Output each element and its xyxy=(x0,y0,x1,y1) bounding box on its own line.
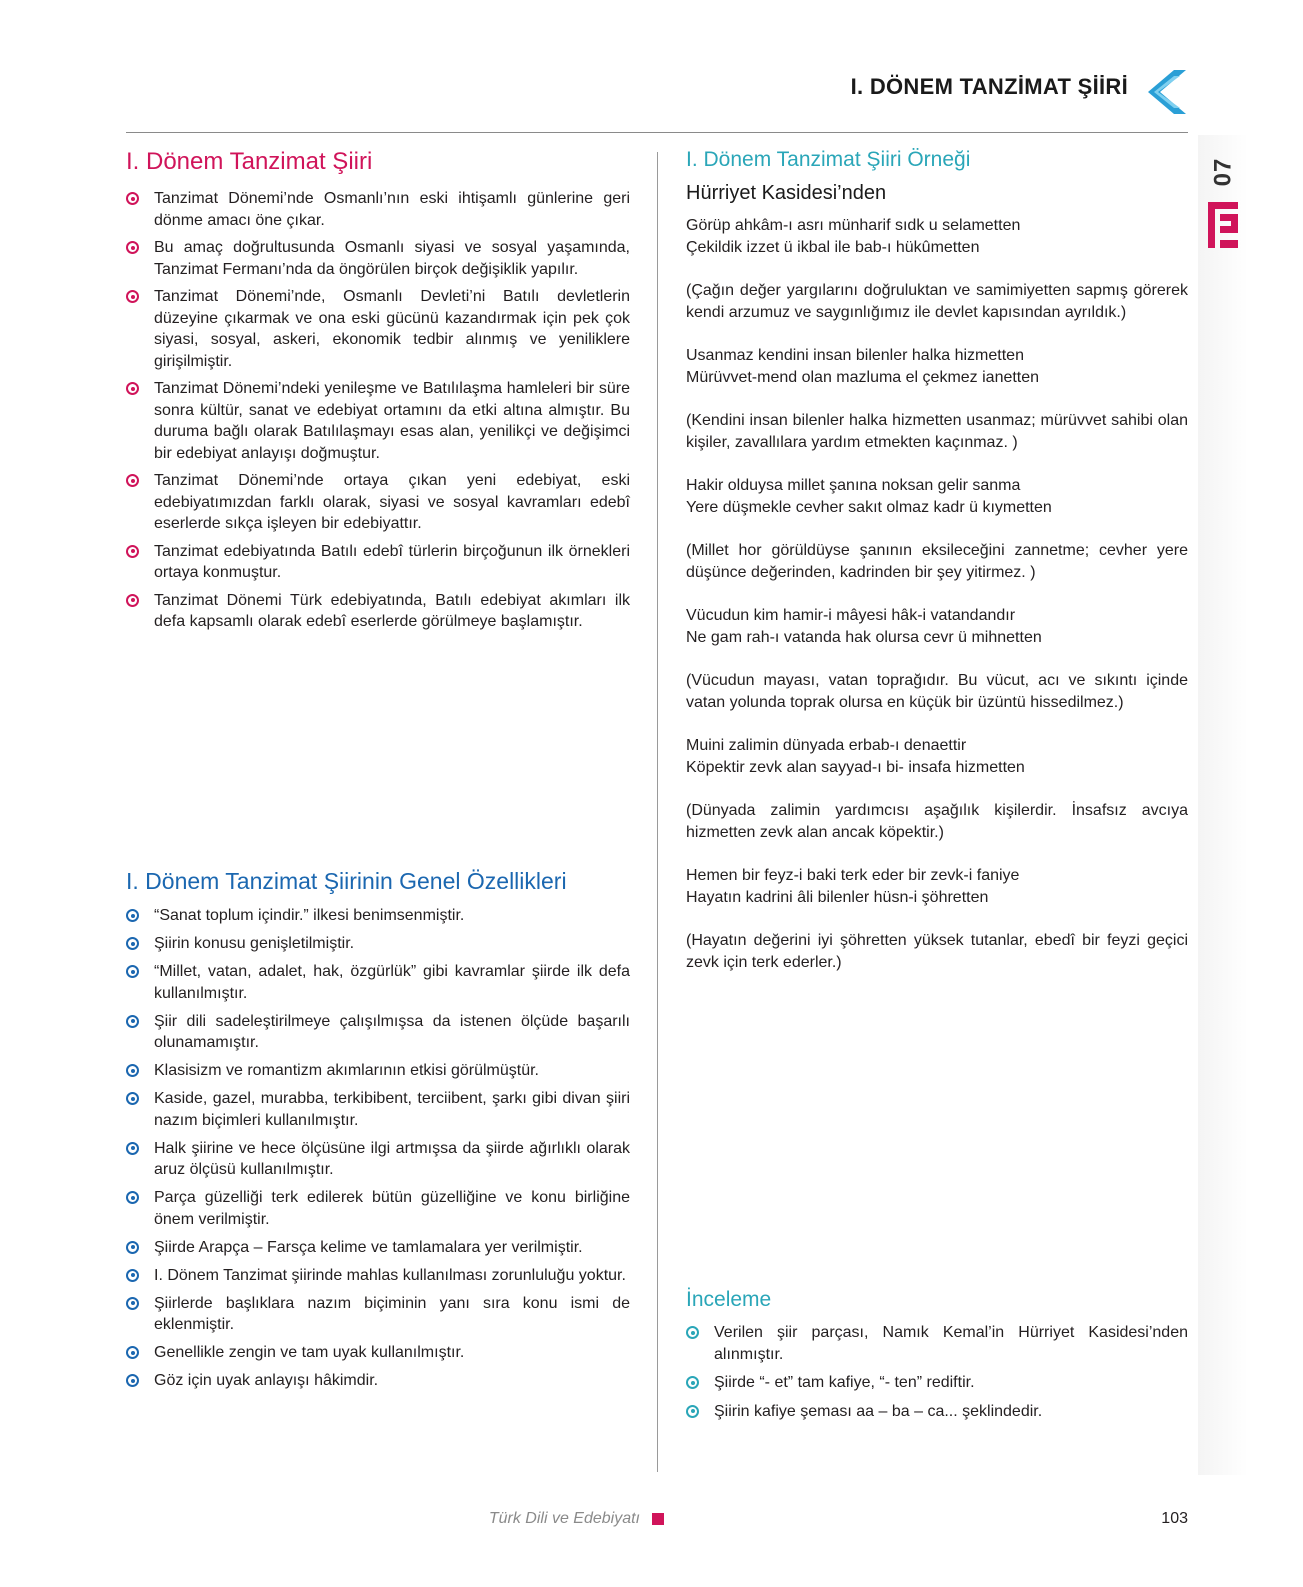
list-item: Tanzimat Dönemi’nde ortaya çıkan yeni edebiyat, eski edebiyatımızdan farklı olarak, siyasi ve sosyal kavramları edebî eserlerde sıkça işleyen bir edebiyattır. xyxy=(126,470,630,535)
analysis-section xyxy=(686,1288,1188,1429)
poem-section xyxy=(686,148,1188,995)
list-item: Şiirin konusu genişletilmiştir. xyxy=(126,933,630,955)
intro-section xyxy=(126,148,630,639)
list-item: Tanzimat Dönemi’ndeki yenileşme ve Batılılaşma hamleleri bir süre sonra kültür, sanat ve edebiyat ortamını da etki altına almıştır. Bu duruma bağlı olarak Batılılaşmayı esas alan, yenilikçi ve değişimci bir edebiyat anlayışı doğmuştur. xyxy=(126,378,630,464)
features-section xyxy=(126,868,630,1398)
list-item: I. Dönem Tanzimat şiirinde mahlas kullanılması zorunluluğu yoktur. xyxy=(126,1265,630,1287)
bullet-icon xyxy=(126,474,139,487)
page-number: 103 xyxy=(1161,1510,1188,1527)
poem-couplet: Hemen bir feyz-i baki terk eder bir zevk-i faniye Hayatın kadrini âli bilenler hüsn-i şöhretten xyxy=(686,867,1020,906)
poem-couplet: Görüp ahkâm-ı asrı münharif sıdk u selametten Çekildik izzet ü ikbal ile bab-ı hükûmetten xyxy=(686,217,1021,256)
chevron-left-icon xyxy=(1144,68,1188,116)
poem-gloss: (Vücudun mayası, vatan toprağıdır. Bu vücut, acı ve sıkıntı içinde vatan yolunda toprak olursa en küçük bir üzüntü hissedilmez.) xyxy=(686,672,1188,711)
poem-gloss: (Çağın değer yargılarını doğruluktan ve samimiyetten sapmış görerek kendi arzumuz ve saygınlığımız ile devlet kapısından ayrıldık.) xyxy=(686,282,1188,321)
footer-square-icon xyxy=(652,1513,664,1525)
header-divider xyxy=(126,132,1188,133)
bullet-icon xyxy=(126,937,139,950)
unit-logo-icon xyxy=(1206,200,1240,250)
bullet-icon xyxy=(126,1191,139,1204)
list-item: Tanzimat Dönemi’nde, Osmanlı Devleti’ni Batılı devletlerin düzeyine çıkarmak ve ona eski gücünü kazandırmak için pek çok siyasi, sosyal, askeri, ekonomik tedbir alınmış ve yeniliklere girişilmiştir. xyxy=(126,286,630,372)
bullet-icon xyxy=(126,1374,139,1387)
list-item: “Sanat toplum içindir.” ilkesi benimsenmiştir. xyxy=(126,905,630,927)
bullet-icon xyxy=(126,1346,139,1359)
features-heading: I. Dönem Tanzimat Şiirinin Genel Özellikleri xyxy=(126,868,567,894)
poem-couplet: Usanmaz kendini insan bilenler halka hizmetten Mürüvvet-mend olan mazluma el çekmez ianetten xyxy=(686,347,1040,386)
poem-couplet: Vücudun kim hamir-i mâyesi hâk-i vatandandır Ne gam rah-ı vatanda hak olursa cevr ü mihnetten xyxy=(686,607,1042,646)
bullet-icon xyxy=(126,1015,139,1028)
intro-list xyxy=(126,188,630,633)
analysis-heading: İnceleme xyxy=(686,1288,772,1311)
poem-title: Hürriyet Kasidesi’nden xyxy=(686,182,887,204)
poem-body xyxy=(686,215,1188,973)
analysis-list xyxy=(686,1322,1188,1422)
poem-section-heading: I. Dönem Tanzimat Şiiri Örneği xyxy=(686,148,971,171)
unit-number: 07 xyxy=(1208,157,1236,187)
poem-gloss: (Hayatın değerini iyi şöhretten yüksek tutanlar, ebedî bir feyzi geçici zevk için terk ederler.) xyxy=(686,932,1188,971)
poem-gloss: (Dünyada zalimin yardımcısı aşağılık kişilerdir. İnsafsız avcıya hizmetten zevk alan ancak köpektir.) xyxy=(686,802,1188,841)
bullet-icon xyxy=(686,1405,699,1418)
features-list xyxy=(126,905,630,1392)
bullet-icon xyxy=(126,1241,139,1254)
bullet-icon xyxy=(126,545,139,558)
list-item: Klasisizm ve romantizm akımlarının etkisi görülmüştür. xyxy=(126,1060,630,1082)
list-item: Tanzimat Dönemi’nde Osmanlı’nın eski ihtişamlı günlerine geri dönme amacı öne çıkar. xyxy=(126,188,630,231)
intro-heading: I. Dönem Tanzimat Şiiri xyxy=(126,148,373,175)
list-item: Verilen şiir parçası, Namık Kemal’in Hürriyet Kasidesi’nden alınmıştır. xyxy=(686,1322,1188,1365)
list-item: Genellikle zengin ve tam uyak kullanılmıştır. xyxy=(126,1342,630,1364)
bullet-icon xyxy=(126,1064,139,1077)
poem-gloss: (Millet hor görüldüyse şanının eksileceğini zannetme; cevher yere düşünce değerinden, kadrinden bir şey yitirmez. ) xyxy=(686,542,1188,581)
column-divider xyxy=(657,152,658,1472)
bullet-icon xyxy=(126,382,139,395)
bullet-icon xyxy=(686,1326,699,1339)
list-item: Şiir dili sadeleştirilmeye çalışılmışsa da istenen ölçüde başarılı olunamamıştır. xyxy=(126,1011,630,1054)
bullet-icon xyxy=(126,909,139,922)
list-item: “Millet, vatan, adalet, hak, özgürlük” gibi kavramlar şiirde ilk defa kullanılmıştır. xyxy=(126,961,630,1004)
list-item: Parça güzelliği terk edilerek bütün güzelliğine ve konu birliğine önem verilmiştir. xyxy=(126,1187,630,1230)
footer-book-title: Türk Dili ve Edebiyatı xyxy=(488,1510,640,1527)
side-tab xyxy=(1198,135,1248,1475)
bullet-icon xyxy=(126,192,139,205)
bullet-icon xyxy=(126,241,139,254)
list-item: Şiirlerde başlıklara nazım biçiminin yanı sıra konu ismi de eklenmiştir. xyxy=(126,1293,630,1336)
list-item: Bu amaç doğrultusunda Osmanlı siyasi ve sosyal yaşamında, Tanzimat Fermanı’nda da öngörülen birçok değişiklik yapılır. xyxy=(126,237,630,280)
list-item: Tanzimat Dönemi Türk edebiyatında, Batılı edebiyat akımları ilk defa kapsamlı olarak edebî eserlerde görülmeye başlamıştır. xyxy=(126,590,630,633)
bullet-icon xyxy=(126,1297,139,1310)
bullet-icon xyxy=(126,594,139,607)
poem-couplet: Muini zalimin dünyada erbab-ı denaettir Köpektir zevk alan sayyad-ı bi- insafa hizmetten xyxy=(686,737,1025,776)
bullet-icon xyxy=(126,1142,139,1155)
list-item: Göz için uyak anlayışı hâkimdir. xyxy=(126,1370,630,1392)
poem-couplet: Hakir olduysa millet şanına noksan gelir sanma Yere düşmekle cevher sakıt olmaz kadr ü kıymetten xyxy=(686,477,1052,516)
chapter-title: I. DÖNEM TANZİMAT ŞİİRİ xyxy=(850,74,1128,99)
bullet-icon xyxy=(126,965,139,978)
list-item: Şiirin kafiye şeması aa – ba – ca... şeklindedir. xyxy=(686,1401,1188,1423)
bullet-icon xyxy=(686,1376,699,1389)
list-item: Tanzimat edebiyatında Batılı edebî türlerin birçoğunun ilk örnekleri ortaya konmuştur. xyxy=(126,541,630,584)
list-item: Halk şiirine ve hece ölçüsüne ilgi artmışsa da şiirde ağırlıklı olarak aruz ölçüsü kullanılmıştır. xyxy=(126,1138,630,1181)
bullet-icon xyxy=(126,1269,139,1282)
bullet-icon xyxy=(126,290,139,303)
bullet-icon xyxy=(126,1092,139,1105)
list-item: Kaside, gazel, murabba, terkibibent, terciibent, şarkı gibi divan şiiri nazım biçimleri kullanılmıştır. xyxy=(126,1088,630,1131)
list-item: Şiirde “- et” tam kafiye, “- ten” rediftir. xyxy=(686,1372,1188,1394)
poem-gloss: (Kendini insan bilenler halka hizmetten usanmaz; mürüvvet sahibi olan kişiler, zavallılara yardım etmekten kaçınmaz. ) xyxy=(686,412,1188,451)
list-item: Şiirde Arapça – Farsça kelime ve tamlamalara yer verilmiştir. xyxy=(126,1237,630,1259)
